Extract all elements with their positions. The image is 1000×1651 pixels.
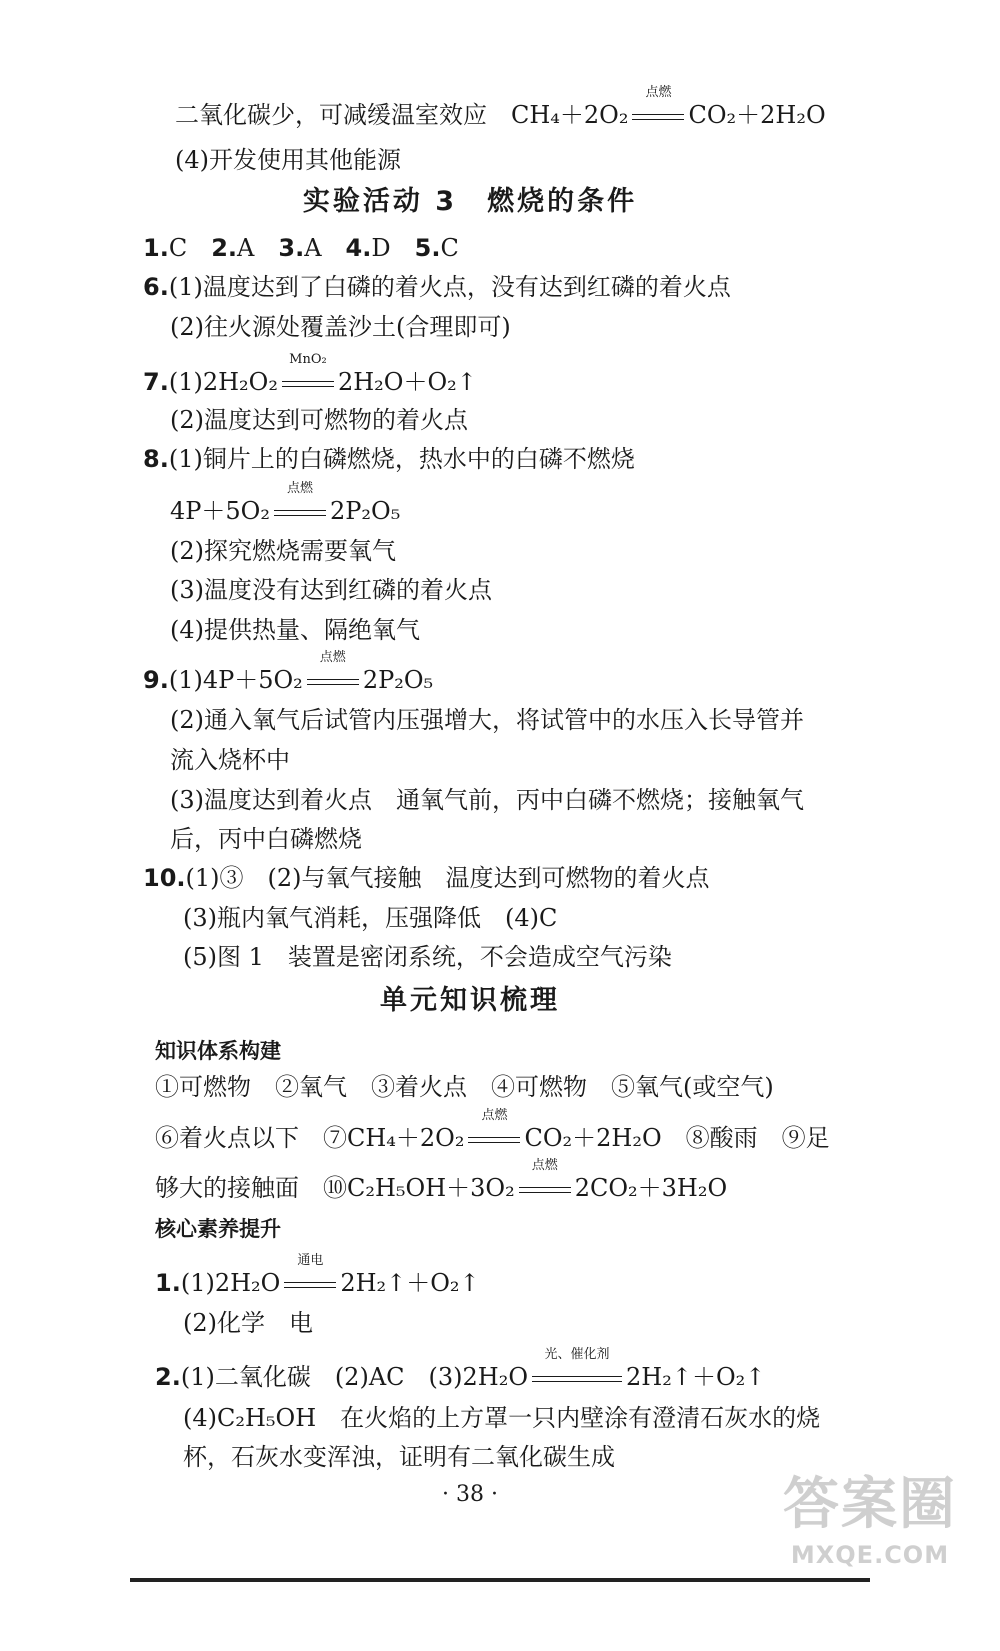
reaction-condition: 点燃 <box>645 85 672 100</box>
equation-reactants: (1)4P＋5O₂ <box>168 666 303 694</box>
line-q6-2: (2)往火源处覆盖沙土(合理即可) <box>170 313 511 341</box>
line-q9-3a: (3)温度达到着火点 通氧气前，丙中白磷不燃烧；接触氧气 <box>170 786 804 814</box>
section-title-combustion-conditions: 实验活动 3 燃烧的条件 <box>302 186 638 217</box>
subhead-knowledge-system: 知识体系构建 <box>155 1039 281 1063</box>
line-core-1-1 <box>155 1253 480 1298</box>
reaction-condition: 点燃 <box>286 481 313 496</box>
line-other-energy: (4)开发使用其他能源 <box>175 146 401 174</box>
reaction-arrow <box>515 1158 575 1203</box>
line-core-2-4b: 杯，石灰水变浑浊，证明有二氧化碳生成 <box>183 1443 615 1471</box>
line-q10-1 <box>143 863 710 893</box>
equation-reactants: ⑥着火点以下 ⑦CH₄＋2O₂ <box>155 1124 465 1152</box>
answer-text: C <box>168 234 212 262</box>
line-q8-3: (3)温度没有达到红磷的着火点 <box>170 576 492 604</box>
equation-products: CO₂＋2H₂O <box>688 101 826 129</box>
page-number: · 38 · <box>442 1482 498 1507</box>
question-number: 9. <box>143 666 169 694</box>
line-core-2-1 <box>155 1347 766 1392</box>
reaction-condition: 点燃 <box>319 650 346 665</box>
question-number: 1. <box>155 1269 181 1297</box>
line-q8-1 <box>143 444 635 474</box>
section-title-unit-review: 单元知识梳理 <box>380 985 560 1016</box>
line-greenhouse-equation <box>175 85 826 130</box>
answer-text: (1)温度达到了白磷的着火点，没有达到红磷的着火点 <box>168 273 731 301</box>
answer-text: A <box>237 234 279 262</box>
reaction-condition: 点燃 <box>481 1108 508 1123</box>
line-q9-3b: 后，丙中白磷燃烧 <box>170 825 362 853</box>
reaction-arrow <box>303 650 363 695</box>
line-q8-4: (4)提供热量、隔绝氧气 <box>170 616 420 644</box>
question-number: 8. <box>143 445 169 473</box>
line-q10-3: (3)瓶内氧气消耗，压强降低 (4)C <box>183 904 558 932</box>
question-number: 1. <box>143 234 169 262</box>
watermark-url-text: MXQE.COM <box>790 1541 950 1569</box>
bottom-divider <box>130 1578 870 1582</box>
reaction-condition: 点燃 <box>531 1158 558 1173</box>
question-number: 10. <box>143 864 186 892</box>
reaction-condition: 通电 <box>297 1253 324 1268</box>
reaction-arrow <box>528 1347 626 1392</box>
answer-text: (1)③ (2)与氧气接触 温度达到可燃物的着火点 <box>185 864 710 892</box>
reaction-arrow <box>628 85 688 130</box>
line-knowledge-1: ①可燃物 ②氧气 ③着火点 ④可燃物 ⑤氧气(或空气) <box>155 1073 774 1101</box>
equation-products: 2H₂↑＋O₂↑ <box>626 1363 766 1391</box>
site-watermark-logo <box>770 1470 970 1600</box>
equation-reactants: 够大的接触面 ⑩C₂H₅OH＋3O₂ <box>155 1174 515 1202</box>
equation-reactants: 4P＋5O₂ <box>170 497 270 525</box>
reaction-arrow <box>280 1253 340 1298</box>
reaction-arrow <box>278 352 338 397</box>
equation-products: 2P₂O₅ <box>362 666 434 694</box>
equation-products: CO₂＋2H₂O ⑧酸雨 ⑨足 <box>524 1124 830 1152</box>
equation-reactants: (1)二氧化碳 (2)AC (3)2H₂O <box>180 1363 529 1391</box>
question-number: 7. <box>143 368 169 396</box>
watermark-logo-text: 答案圈 <box>783 1472 957 1537</box>
equation-products: 2CO₂＋3H₂O <box>574 1174 728 1202</box>
line-q6-1 <box>143 272 731 302</box>
equation-products: 2H₂↑＋O₂↑ <box>340 1269 480 1297</box>
line-q9-1 <box>143 650 434 695</box>
line-knowledge-3 <box>155 1158 728 1203</box>
question-number: 2. <box>211 234 238 262</box>
equation-reactants: 二氧化碳少，可减缓温室效应 CH₄＋2O₂ <box>175 101 629 129</box>
line-core-2-4a: (4)C₂H₅OH 在火焰的上方罩一只内壁涂有澄清石灰水的烧 <box>183 1404 821 1432</box>
question-number: 5. <box>414 234 441 262</box>
reaction-arrow <box>464 1108 524 1153</box>
line-core-1-2: (2)化学 电 <box>183 1309 313 1337</box>
line-q7-1 <box>143 352 477 397</box>
answer-text: A <box>304 234 346 262</box>
answer-text: D <box>371 234 415 262</box>
answer-text: C <box>440 234 459 262</box>
line-q1-q5 <box>143 233 459 263</box>
subhead-core-literacy: 核心素养提升 <box>155 1217 281 1241</box>
reaction-condition: MnO₂ <box>289 352 327 367</box>
question-number: 4. <box>345 234 372 262</box>
equation-products: 2H₂O＋O₂↑ <box>337 368 477 396</box>
reaction-arrow <box>270 481 330 526</box>
question-number: 3. <box>278 234 305 262</box>
line-q8-2: (2)探究燃烧需要氧气 <box>170 537 396 565</box>
reaction-condition: 光、催化剂 <box>544 1347 610 1362</box>
line-q9-2a: (2)通入氧气后试管内压强增大，将试管中的水压入长导管并 <box>170 706 804 734</box>
line-q7-2: (2)温度达到可燃物的着火点 <box>170 406 468 434</box>
line-q9-2b: 流入烧杯中 <box>170 746 290 774</box>
question-number: 6. <box>143 273 169 301</box>
line-q10-5: (5)图 1 装置是密闭系统，不会造成空气污染 <box>183 943 672 971</box>
equation-products: 2P₂O₅ <box>329 497 401 525</box>
line-knowledge-2 <box>155 1108 830 1153</box>
line-q8-equation <box>170 481 401 526</box>
equation-reactants: (1)2H₂O <box>180 1269 281 1297</box>
answer-text: (1)铜片上的白磷燃烧，热水中的白磷不燃烧 <box>168 445 635 473</box>
equation-reactants: (1)2H₂O₂ <box>168 368 278 396</box>
question-number: 2. <box>155 1363 181 1391</box>
